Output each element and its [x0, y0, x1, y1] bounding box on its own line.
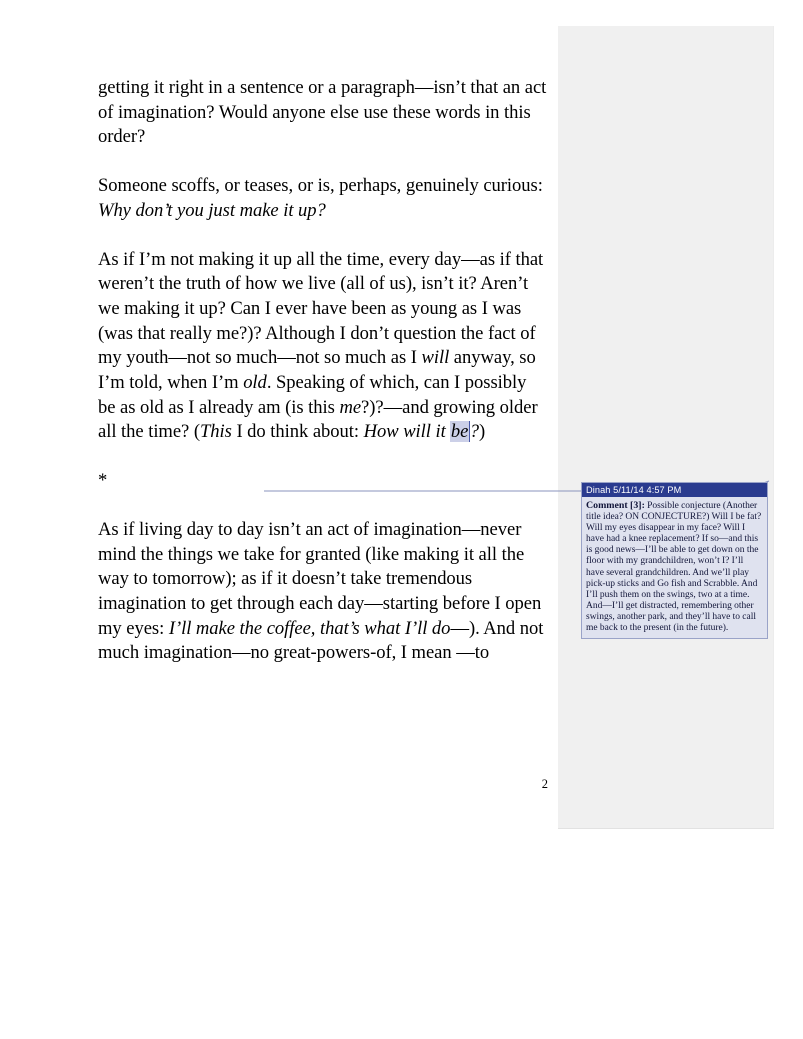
body-text-column — [98, 76, 548, 690]
review-margin-panel — [558, 26, 774, 829]
comment-anchor-highlight[interactable]: be — [450, 421, 469, 443]
paragraph-4-run-3: —). And not much imagination—no great-powers-of, I mean —to — [98, 617, 544, 664]
paragraph-1-run-1: getting it right in a sentence or a paragraph—isn’t that an act of imagination? Would anyone else use these words in this order? — [98, 77, 547, 148]
comment-text: Possible conjecture (Another title idea? ON CONJECTURE?) Will I be fat? Will my eyes disappear in my face? Will I have had a knee replacement? If so—and this is good news—I’ll be able to get down on the floor with my grandchildren, won’t I? I’ll have several grandchildren. And we’ll play pick-up sticks and Go fish and Scrabble. And I’ll push them on the swings, two at a time. And—I’ll get distracted, remembering other swings, another park, and they’ll have to call me back to the present (in the future). — [586, 501, 762, 634]
paragraph-3-run-12-italic: ? — [469, 421, 480, 443]
paragraph-3-run-4-italic: old — [243, 372, 267, 394]
comment-label: Comment [3]: — [586, 500, 645, 511]
paragraph-3-run-13: ) — [479, 421, 486, 443]
comment-body — [582, 497, 767, 638]
paragraph-3 — [98, 248, 548, 446]
paragraph-4 — [98, 518, 548, 666]
comment-bubble[interactable] — [581, 482, 768, 639]
paragraph-3-run-2-italic: will — [421, 347, 450, 369]
paragraph-3-run-7: ?)?—and growing older all the time? ( — [98, 396, 538, 443]
page-number: 2 — [541, 777, 548, 791]
paragraph-2-run-2-italic: Why don’t you just make it up? — [98, 199, 326, 221]
paragraph-3-run-5: . Speaking of which, can I possibly be as old as I already am (is this — [98, 372, 527, 418]
paragraph-3-run-1: As if I’m not making it up all the time, every day—as if that weren’t the truth of how we live (all of us), isn’t it? Aren’t we making it up? Can I ever have been as young as I was (was that really me?)? Although I don’t question the fact of my youth—not so much—not so much as I — [98, 248, 544, 369]
paragraph-3-run-3: anyway, so I’m told, when I’m — [98, 347, 536, 394]
paragraph-1 — [98, 76, 548, 150]
paragraph-3-run-9: I do think about: — [231, 421, 364, 443]
paragraph-3-run-10-italic: How will it — [363, 421, 451, 443]
paragraph-2 — [98, 174, 548, 223]
paragraph-3-run-8-italic: This — [200, 421, 232, 443]
section-separator: * — [98, 470, 108, 492]
paragraph-3-run-6-italic: me — [339, 396, 362, 418]
paragraph-4-run-1: As if living day to day isn’t an act of imagination—never mind the things we take for granted (like making it all the way to tomorrow); as if it doesn’t take tremendous imagination to get through each day—starting before I open my eyes: — [98, 518, 542, 639]
paragraph-2-run-1: Someone scoffs, or teases, or is, perhaps, genuinely curious: — [98, 175, 543, 197]
comment-header: Dinah 5/11/14 4:57 PM — [582, 483, 767, 497]
paragraph-4-run-2-italic: I’ll make the coffee, that’s what I’ll do — [168, 617, 451, 639]
